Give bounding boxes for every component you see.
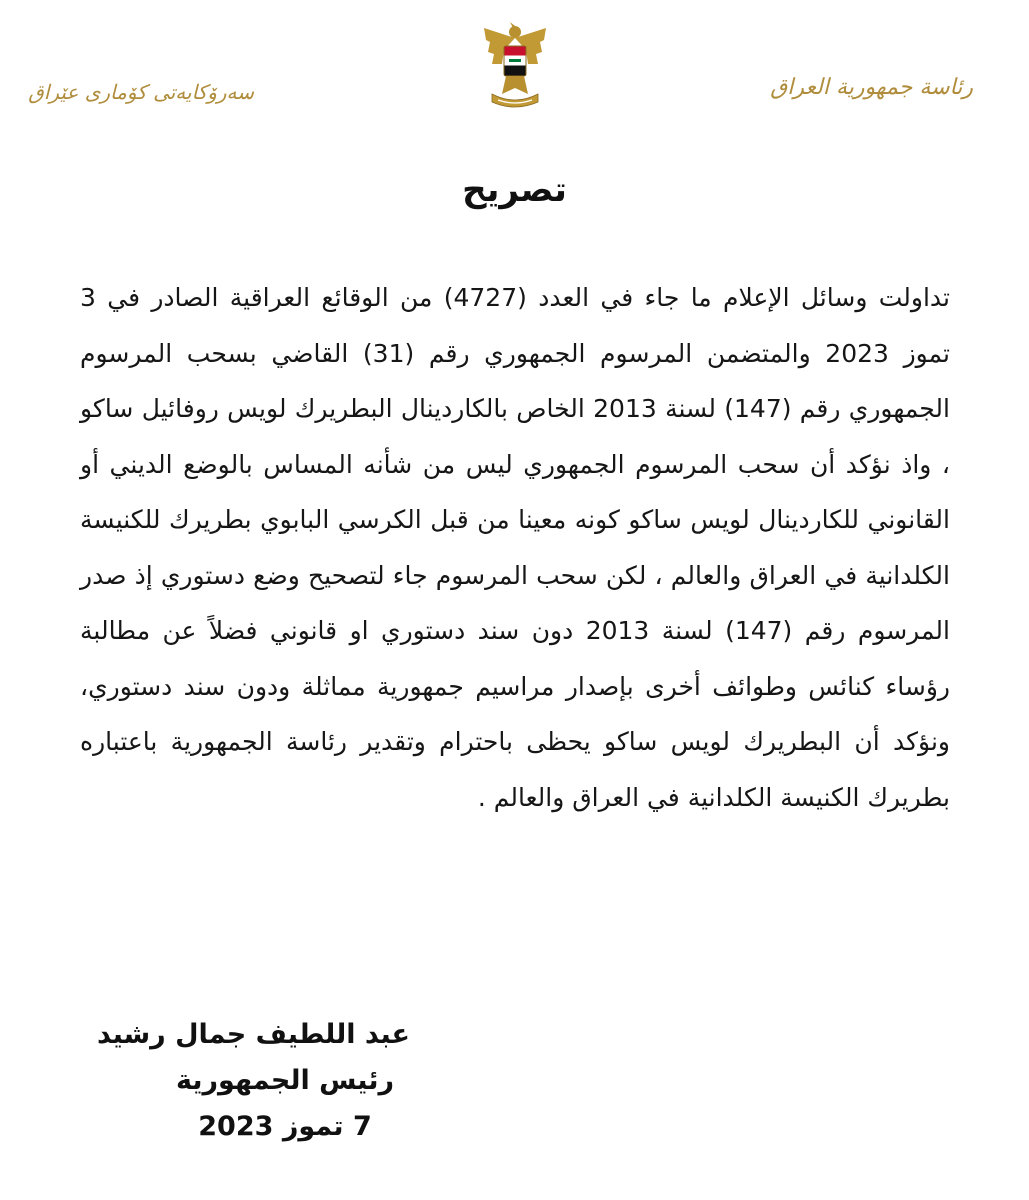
signatory-position: رئيس الجمهورية bbox=[175, 1065, 395, 1096]
kurdish-presidency-logo-text: سەرۆکایەتی کۆماری عێراق bbox=[28, 80, 254, 104]
signature-date: 7 تموز 2023 bbox=[198, 1111, 372, 1142]
arabic-presidency-logo-text: رئاسة جمهورية العراق bbox=[770, 75, 973, 100]
iraq-eagle-emblem-icon bbox=[480, 20, 550, 112]
statement-body: تداولت وسائل الإعلام ما جاء في العدد (4727) من الوقائع العراقية الصادر في 3 تموز 2023 والمتضمن المرسوم الجمهوري رقم (31) القاضي بسحب المرسوم الجمهوري رقم (147) لسنة 2013 الخاص بالكاردينال البطريرك لويس روفائيل ساكو ، واذ نؤكد أن سحب المرسوم الجمهوري ليس من شأنه المساس بالوضع الديني أو القانوني للكاردينال لويس ساكو كونه معينا من قبل الكرسي البابوي بطريرك للكنيسة الكلدانية في العراق والعالم ، لكن سحب المرسوم جاء لتصحيح وضع دستوري إذ صدر المرسوم رقم (147) لسنة 2013 دون سند دستوري او قانوني فضلاً عن مطالبة رؤساء كنائس وطوائف أخرى بإصدار مراسيم جمهورية مماثلة ودون سند دستوري، ونؤكد أن البطريرك لويس ساكو يحظى باحترام وتقدير رئاسة الجمهورية باعتباره بطريرك الكنيسة الكلدانية في العراق والعالم . bbox=[80, 283, 951, 812]
document-title: تصريح bbox=[462, 170, 567, 210]
signatory-name: عبد اللطيف جمال رشيد bbox=[97, 1019, 410, 1050]
signature-block bbox=[97, 1012, 410, 1150]
